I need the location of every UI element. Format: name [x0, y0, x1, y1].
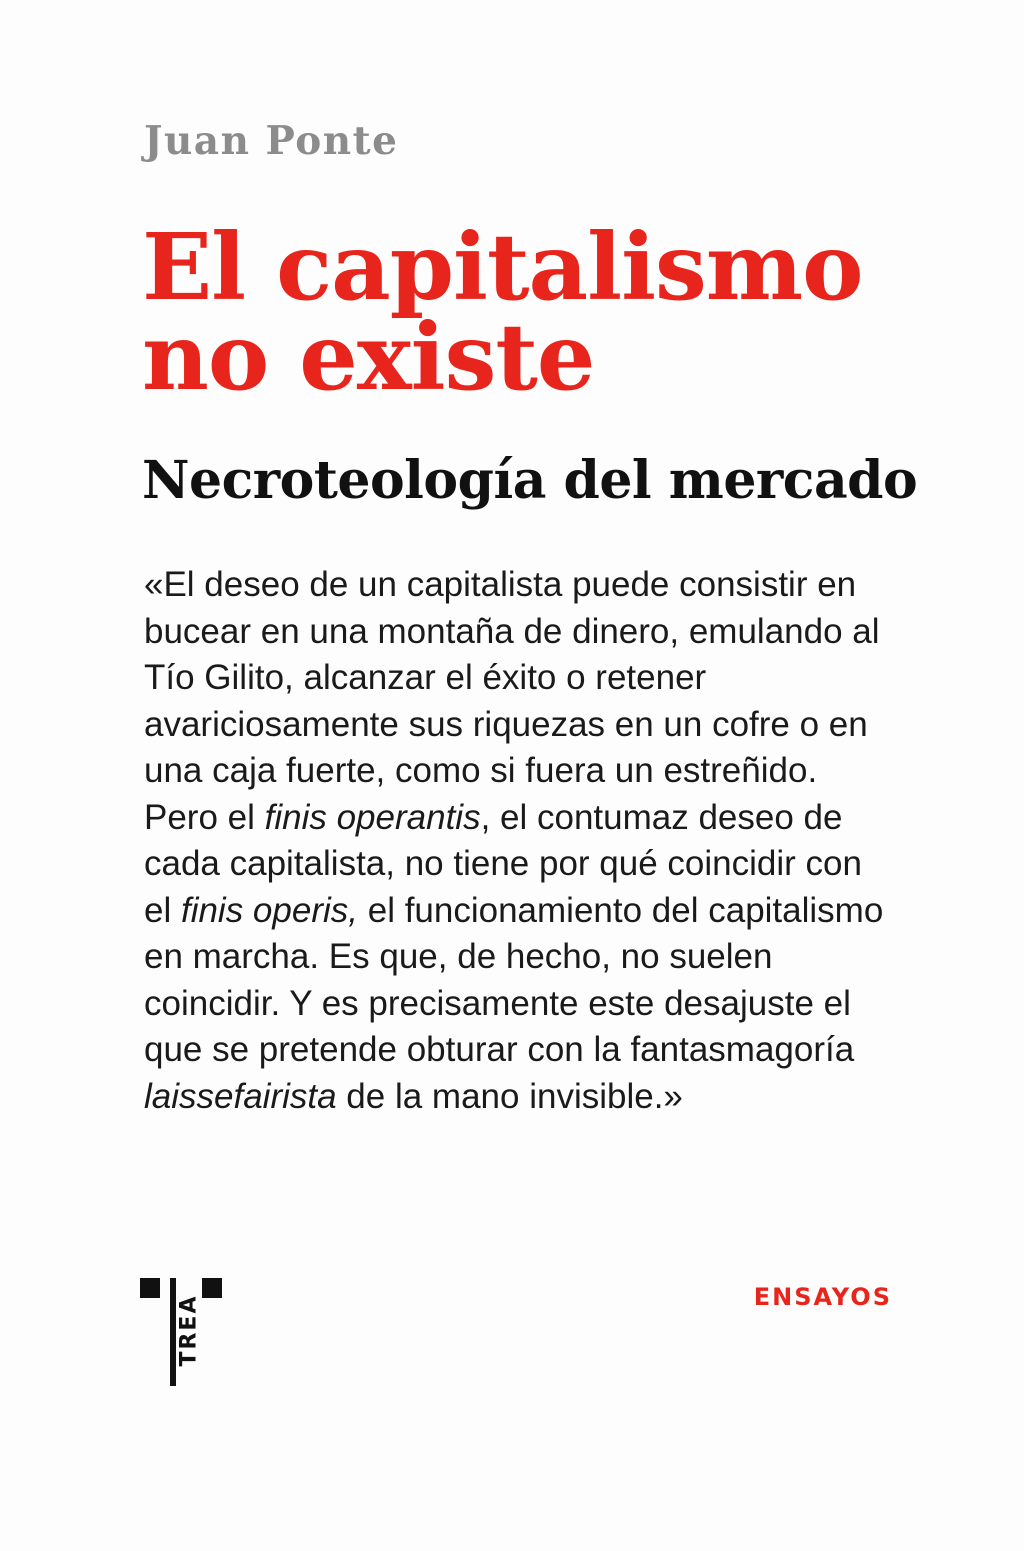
- quote-part-4: de la mano invisible.»: [336, 1077, 683, 1117]
- book-subtitle: Necroteología del mercado: [142, 450, 918, 511]
- logo-square-left-icon: [140, 1278, 160, 1298]
- logo-bar-icon: [170, 1278, 176, 1386]
- quote-italic-3: laissefairista: [144, 1077, 337, 1117]
- quote-part-1: «El deseo de un capitalista puede consistir en bucear en una montaña de dinero, emulando al Tío Gilito, alcanzar el éxito o retener avariciosamente sus riquezas en un cofre o en una caja fuerte, como si fuera un estreñido. Pero el: [144, 565, 880, 837]
- title-line-1: El capitalismo: [142, 213, 863, 321]
- publisher-logo: [140, 1278, 232, 1388]
- author-name: Juan Ponte: [144, 118, 399, 164]
- quote-italic-1: finis operantis: [264, 797, 481, 837]
- title-line-2: no existe: [142, 303, 595, 412]
- logo-square-right-icon: [202, 1278, 222, 1298]
- publisher-name: TREA: [176, 1294, 202, 1367]
- quote-part-3: el funcionamiento del capitalismo en marcha. Es que, de hecho, no suelen coincidir. Y es precisamente este desajuste el que se pretende obturar con la fantasmagoría: [144, 890, 884, 1070]
- collection-label: ENSAYOS: [753, 1283, 892, 1311]
- quote-part-2: , el contumaz deseo de cada capitalista, no tiene por qué coincidir con el: [144, 797, 862, 930]
- book-title: [142, 213, 902, 412]
- cover-quote: [144, 562, 884, 1121]
- quote-italic-2: finis operis,: [180, 890, 358, 930]
